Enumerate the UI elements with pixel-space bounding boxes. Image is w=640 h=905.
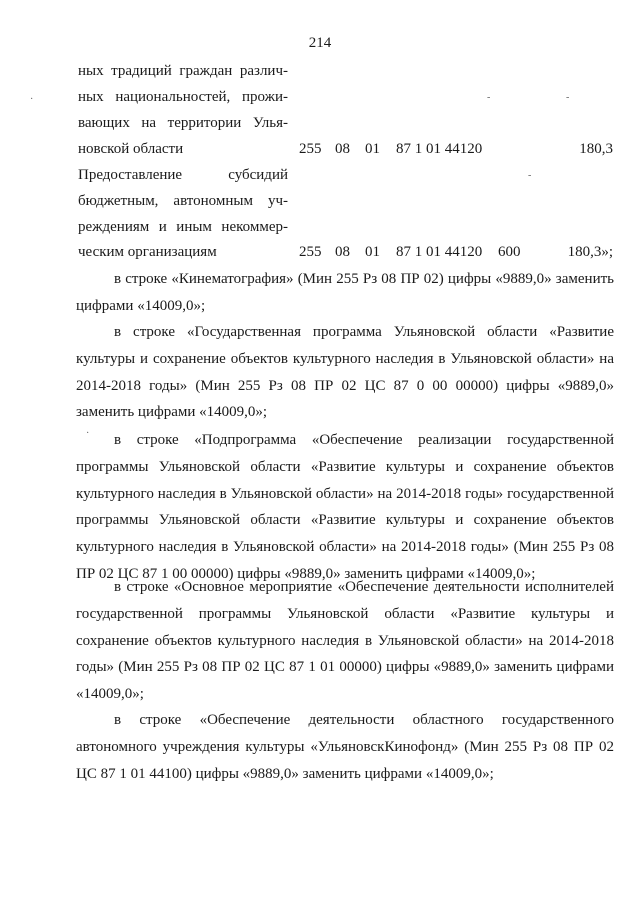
- table-row: [78, 189, 618, 213]
- row-name: вающих на территории Улья-: [78, 115, 288, 131]
- target-article-code: 87 1 01 44120: [396, 244, 483, 260]
- scan-mark: -: [528, 170, 532, 181]
- page-number: 214: [308, 35, 332, 51]
- section-code: 08: [335, 244, 350, 260]
- ministry-code: 255: [299, 244, 322, 260]
- row-name: новской области: [78, 141, 184, 157]
- scan-mark: ·: [30, 94, 34, 105]
- table-row: [78, 163, 618, 187]
- amendment-paragraph: в строке «Обеспечение деятельности областного государственного автономного учреждения культуры «УльяновскКинофонд» (Мин 255 Рз 08 ПР 02 ЦС 87 1 01 44100) цифры «9889,0» заменить цифрами «14009,0»;: [76, 712, 614, 782]
- row-name: Предоставление субсидий: [78, 167, 288, 183]
- table-row: [78, 137, 618, 161]
- table-row: [78, 240, 618, 264]
- target-article-code: 87 1 01 44120: [396, 141, 483, 157]
- row-name: ных традиций граждан различ-: [78, 63, 288, 79]
- amendment-paragraph: в строке «Государственная программа Ульяновской области «Развитие культуры и сохранение объектов культурного наследия в Ульяновской области» на 2014-2018 годы» (Мин 255 Рз 08 ПР 02 ЦС 87 0 00 00000) цифры «9889,0» заменить цифрами «14009,0»;: [76, 324, 614, 421]
- section-code: 08: [335, 141, 350, 157]
- amount: 180,3»;: [567, 244, 613, 260]
- row-name: бюджетным, автономным уч-: [78, 193, 288, 209]
- scan-mark: -: [566, 92, 570, 103]
- row-name: реждениям и иным некоммер-: [78, 219, 288, 235]
- expense-type-code: 600: [498, 244, 521, 260]
- table-row: [78, 215, 618, 239]
- table-row: [78, 59, 618, 83]
- table-row: [78, 111, 618, 135]
- subsection-code: 01: [365, 244, 380, 260]
- amendment-paragraph: в строке «Подпрограмма «Обеспечение реализации государственной программы Ульяновской области «Развитие культуры и сохранение объектов культурного наследия в Ульяновской области» на 2014-2018 годы» государственной программы Ульяновской области «Развитие культуры и сохранение объектов культурного наследия в Ульяновской области» на 2014-2018 годы» (Мин 255 Рз 08 ПР 02 ЦС 87 1 00 00000) цифры «9889,0» заменить цифрами «14009,0»;: [76, 432, 614, 582]
- ministry-code: 255: [299, 141, 322, 157]
- amendment-paragraph: в строке «Основное мероприятие «Обеспечение деятельности исполнителей государственной программы Ульяновской области «Развитие культуры и сохранение объектов культурного наследия в Ульяновской области» на 2014-2018 годы» (Мин 255 Рз 08 ПР 02 ЦС 87 1 01 00000) цифры «9889,0» заменить цифрами «14009,0»;: [76, 579, 614, 703]
- scan-mark: -: [487, 92, 491, 103]
- row-name: ческим организациям: [78, 244, 217, 260]
- row-name: ных национальностей, прожи-: [78, 89, 288, 105]
- scan-mark: ·: [86, 428, 90, 439]
- amendment-paragraph: в строке «Кинематография» (Мин 255 Рз 08 ПР 02) цифры «9889,0» заменить цифрами «14009,0»;: [76, 271, 614, 314]
- subsection-code: 01: [365, 141, 380, 157]
- amount: 180,3: [579, 141, 613, 157]
- table-row: [78, 85, 618, 109]
